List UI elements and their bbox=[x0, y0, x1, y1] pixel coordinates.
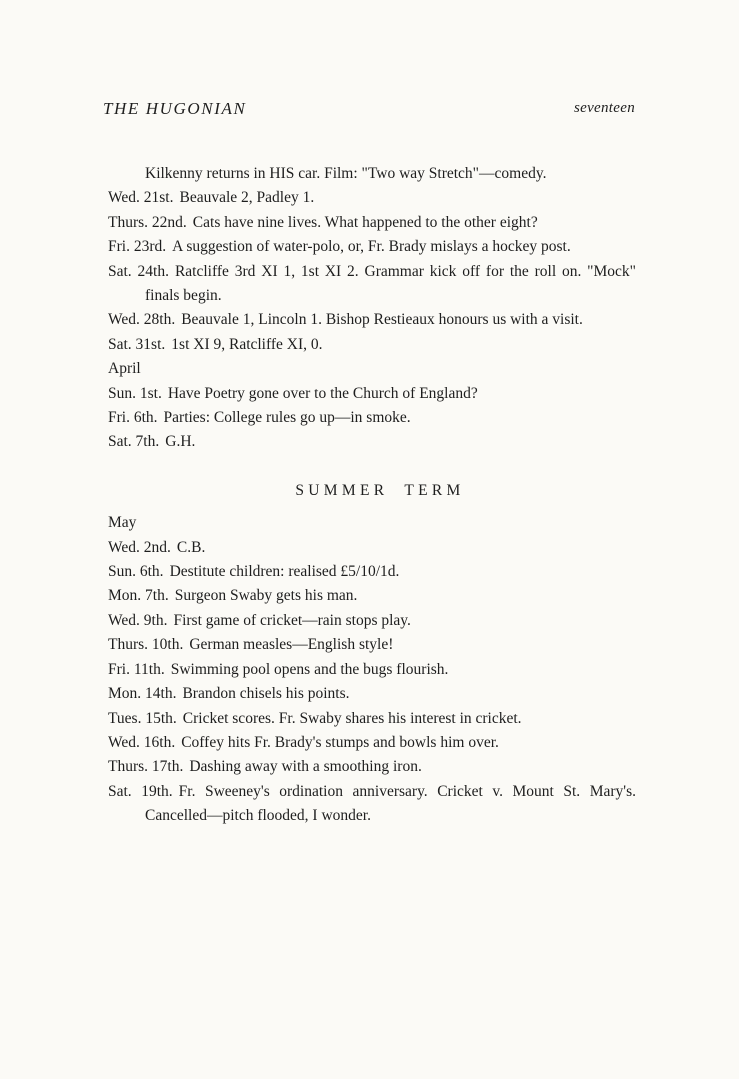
entry-text: Coffey hits Fr. Brady's stumps and bowls him over. bbox=[181, 733, 499, 751]
entry-text: Destitute children: realised £5/10/1d. bbox=[169, 563, 400, 581]
entry-text: G.H. bbox=[165, 433, 196, 451]
diary-entry bbox=[108, 560, 636, 584]
section-heading-word-1: SUMMER bbox=[295, 481, 389, 499]
entry-text: First game of cricket—rain stops play. bbox=[173, 611, 411, 629]
diary-entry bbox=[108, 658, 636, 682]
diary-entry bbox=[108, 235, 636, 259]
entry-text: Beauvale 1, Lincoln 1. Bishop Restieaux honours us with a visit. bbox=[181, 311, 583, 329]
diary-entry bbox=[108, 536, 636, 560]
entry-text: 1st XI 9, Ratcliffe XI, 0. bbox=[171, 335, 323, 353]
entry-date: Fri. 23rd. bbox=[108, 238, 167, 256]
page-number-label: seventeen bbox=[574, 100, 635, 116]
diary-entry bbox=[108, 609, 636, 633]
entry-date: Tues. 15th. bbox=[108, 709, 177, 727]
entry-date: Sat. 24th. bbox=[108, 262, 169, 280]
entry-date: Wed. 28th. bbox=[108, 311, 176, 329]
entry-text: A suggestion of water-polo, or, Fr. Brady mislays a hockey post. bbox=[172, 238, 571, 256]
entry-text: Parties: College rules go up—in smoke. bbox=[163, 409, 411, 427]
entry-date: Thurs. 17th. bbox=[108, 758, 184, 776]
spring-entries-list bbox=[108, 186, 636, 357]
entry-text: Ratcliffe 3rd XI 1, 1st XI 2. Grammar kick off for the roll on. "Mock" finals begin. bbox=[145, 262, 636, 305]
running-head bbox=[103, 99, 635, 123]
section-heading-summer-term bbox=[108, 479, 636, 503]
entry-date: Fri. 6th. bbox=[108, 409, 158, 427]
entry-text: Swimming pool opens and the bugs flourish. bbox=[170, 660, 449, 678]
entry-date: Sun. 6th. bbox=[108, 563, 164, 581]
entry-text: Brandon chisels his points. bbox=[182, 685, 350, 703]
entry-text: German measles—English style! bbox=[189, 636, 394, 654]
diary-entry bbox=[108, 308, 636, 332]
entry-date: Sat. 7th. bbox=[108, 433, 160, 451]
diary-entry bbox=[108, 731, 636, 755]
entry-text: Dashing away with a smoothing iron. bbox=[189, 758, 422, 776]
entry-date: Thurs. 22nd. bbox=[108, 213, 187, 231]
diary-entry bbox=[108, 186, 636, 210]
diary-entry bbox=[108, 584, 636, 608]
entry-text: Fr. Sweeney's ordination anniversary. Cricket v. Mount St. Mary's. Cancelled—pitch flooded, I wonder. bbox=[145, 782, 636, 825]
diary-entry bbox=[108, 211, 636, 235]
diary-entry bbox=[108, 755, 636, 779]
diary-entry bbox=[108, 333, 636, 357]
entry-date: Thurs. 10th. bbox=[108, 636, 184, 654]
entry-text: Cricket scores. Fr. Swaby shares his interest in cricket. bbox=[182, 709, 522, 727]
diary-entry bbox=[108, 406, 636, 430]
entry-text: Cats have nine lives. What happened to the other eight? bbox=[192, 213, 538, 231]
month-heading-may: May bbox=[108, 514, 137, 532]
entry-date: Sat. 19th. bbox=[108, 782, 173, 800]
entry-date: Sun. 1st. bbox=[108, 384, 162, 402]
entry-date: Wed. 9th. bbox=[108, 611, 168, 629]
diary-entry bbox=[108, 707, 636, 731]
entry-text: Beauvale 2, Padley 1. bbox=[179, 189, 315, 207]
section-heading-word-2: TERM bbox=[404, 481, 465, 499]
entry-date: Mon. 14th. bbox=[108, 685, 177, 703]
diary-entry bbox=[108, 633, 636, 657]
entry-text: C.B. bbox=[176, 538, 206, 556]
april-entries-list bbox=[108, 382, 636, 455]
entry-date: Wed. 21st. bbox=[108, 189, 174, 207]
entry-date: Wed. 16th. bbox=[108, 733, 176, 751]
month-heading-april: April bbox=[108, 360, 141, 378]
diary-entry bbox=[108, 382, 636, 406]
diary-entry bbox=[108, 260, 636, 309]
diary-entry bbox=[108, 780, 636, 829]
may-entries-list bbox=[108, 536, 636, 829]
entry-date: Mon. 7th. bbox=[108, 587, 169, 605]
running-head-title: THE HUGONIAN bbox=[103, 99, 247, 118]
entry-date: Wed. 2nd. bbox=[108, 538, 171, 556]
diary-entry bbox=[108, 682, 636, 706]
entry-text: Have Poetry gone over to the Church of England? bbox=[167, 384, 478, 402]
entry-text: Surgeon Swaby gets his man. bbox=[174, 587, 358, 605]
entry-date: Sat. 31st. bbox=[108, 335, 166, 353]
diary-entry bbox=[108, 430, 636, 454]
diary-entries bbox=[108, 162, 636, 829]
continued-entry: Kilkenny returns in HIS car. Film: "Two way Stretch"—comedy. bbox=[145, 165, 547, 182]
entry-date: Fri. 11th. bbox=[108, 660, 165, 678]
